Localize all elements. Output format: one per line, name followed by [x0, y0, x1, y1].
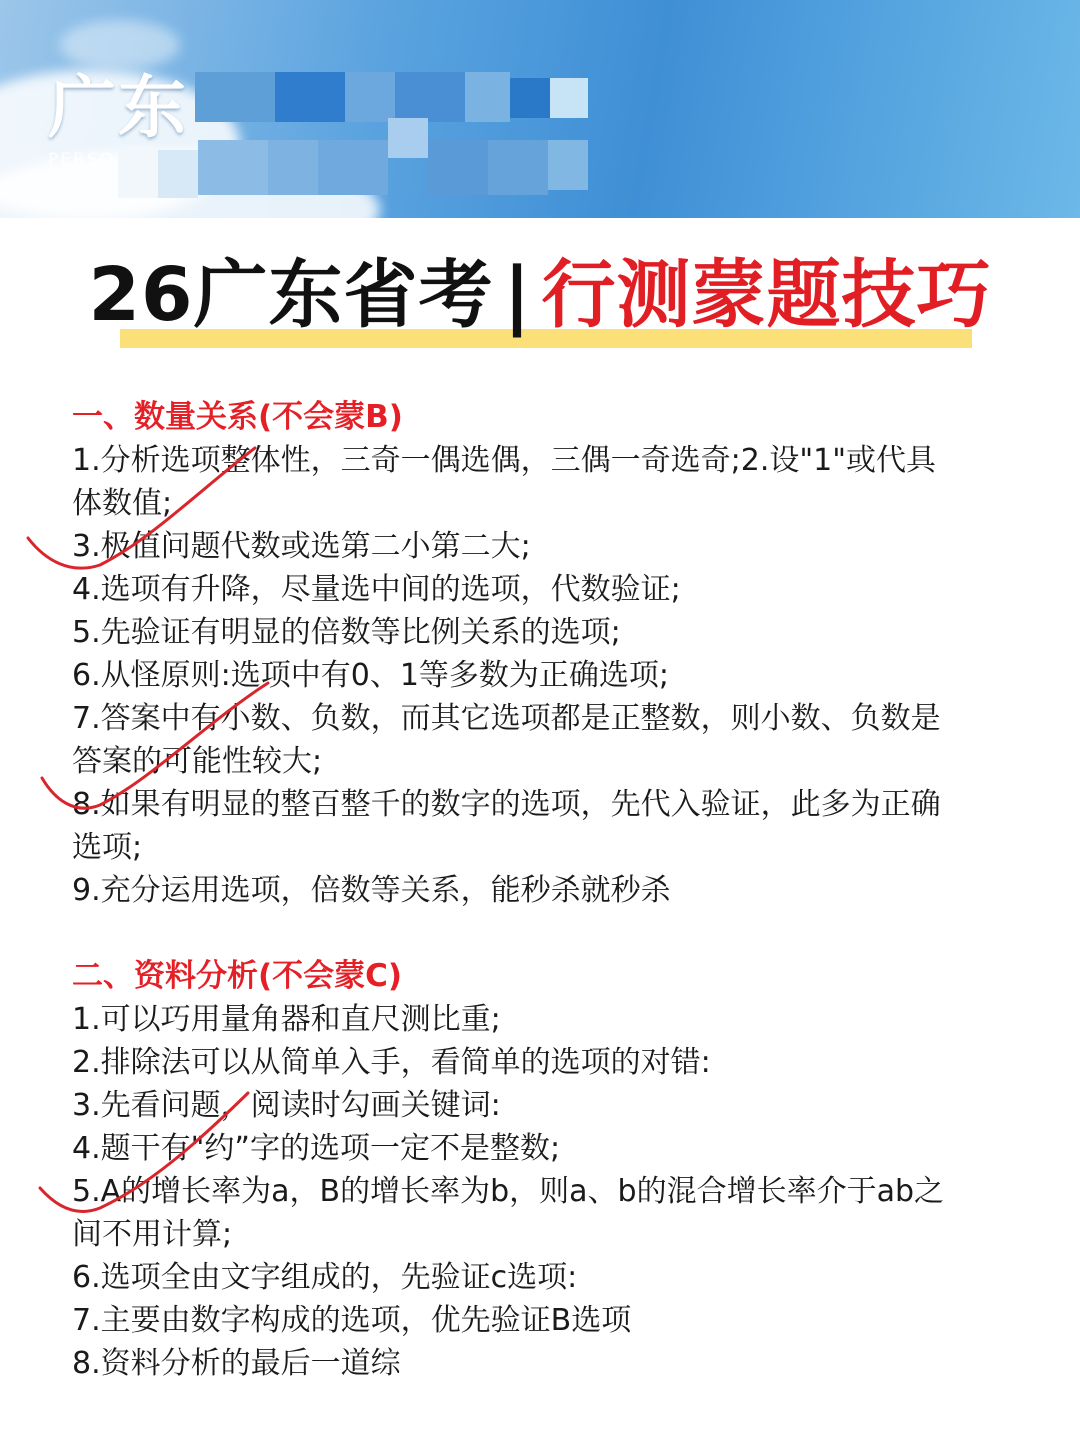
tip-line: 选项;	[72, 830, 143, 865]
tips-content	[72, 395, 1012, 1385]
page-title	[88, 245, 991, 345]
tip-line: 答案的可能性较大;	[72, 744, 323, 779]
tip-line: 2.排除法可以从简单入手，看简单的选项的对错:	[72, 1045, 711, 1080]
title-separator: |	[503, 252, 532, 338]
tip-line: 6.从怪原则:选项中有0、1等多数为正确选项;	[72, 658, 670, 693]
tip-line: 7.答案中有小数、负数，而其它选项都是正整数，则小数、负数是	[72, 701, 941, 736]
headline-container	[0, 245, 1080, 345]
tip-line: 8.资料分析的最后一道综	[72, 1346, 401, 1381]
tip-line: 3.极值问题代数或选第二小第二大;	[72, 529, 531, 564]
header-banner	[0, 0, 1080, 218]
tip-line: 4.选项有升降，尽量选中间的选项，代数验证;	[72, 572, 681, 607]
tip-line: 3.先看问题，阅读时勾画关键词:	[72, 1088, 501, 1123]
title-part-black: 26广东省考	[88, 252, 494, 338]
tip-line: 8.如果有明显的整百整千的数字的选项，先代入验证，此多为正确	[72, 787, 941, 822]
tip-line: 7.主要由数字构成的选项，优先验证B选项	[72, 1303, 632, 1338]
section-title-data-analysis: 二、资料分析(不会蒙C)	[72, 958, 403, 994]
tip-line: 4.题干有"约”字的选项一定不是整数;	[72, 1131, 561, 1166]
tip-line: 6.选项全由文字组成的，先验证c选项:	[72, 1260, 578, 1295]
tip-line: 1.分析选项整体性，三奇一偶选偶，三偶一奇选奇;2.设"1"或代具	[72, 443, 937, 478]
title-part-red: 行测蒙题技巧	[541, 252, 992, 338]
tip-line: 5.先验证有明显的倍数等比例关系的选项;	[72, 615, 621, 650]
tip-line: 9.充分运用选项，倍数等关系，能秒杀就秒杀	[72, 873, 671, 908]
banner-subtitle: PERSO	[48, 150, 115, 170]
tip-line: 体数值;	[72, 486, 173, 521]
tip-line: 间不用计算;	[72, 1217, 233, 1252]
tip-line: 1.可以巧用量角器和直尺测比重;	[72, 1002, 501, 1037]
banner-title: 广东	[48, 68, 189, 148]
section-title-quantity: 一、数量关系(不会蒙B)	[72, 399, 403, 435]
section-spacer	[72, 912, 1012, 954]
tip-line: 5.A的增长率为a，B的增长率为b，则a、b的混合增长率介于ab之	[72, 1174, 945, 1209]
